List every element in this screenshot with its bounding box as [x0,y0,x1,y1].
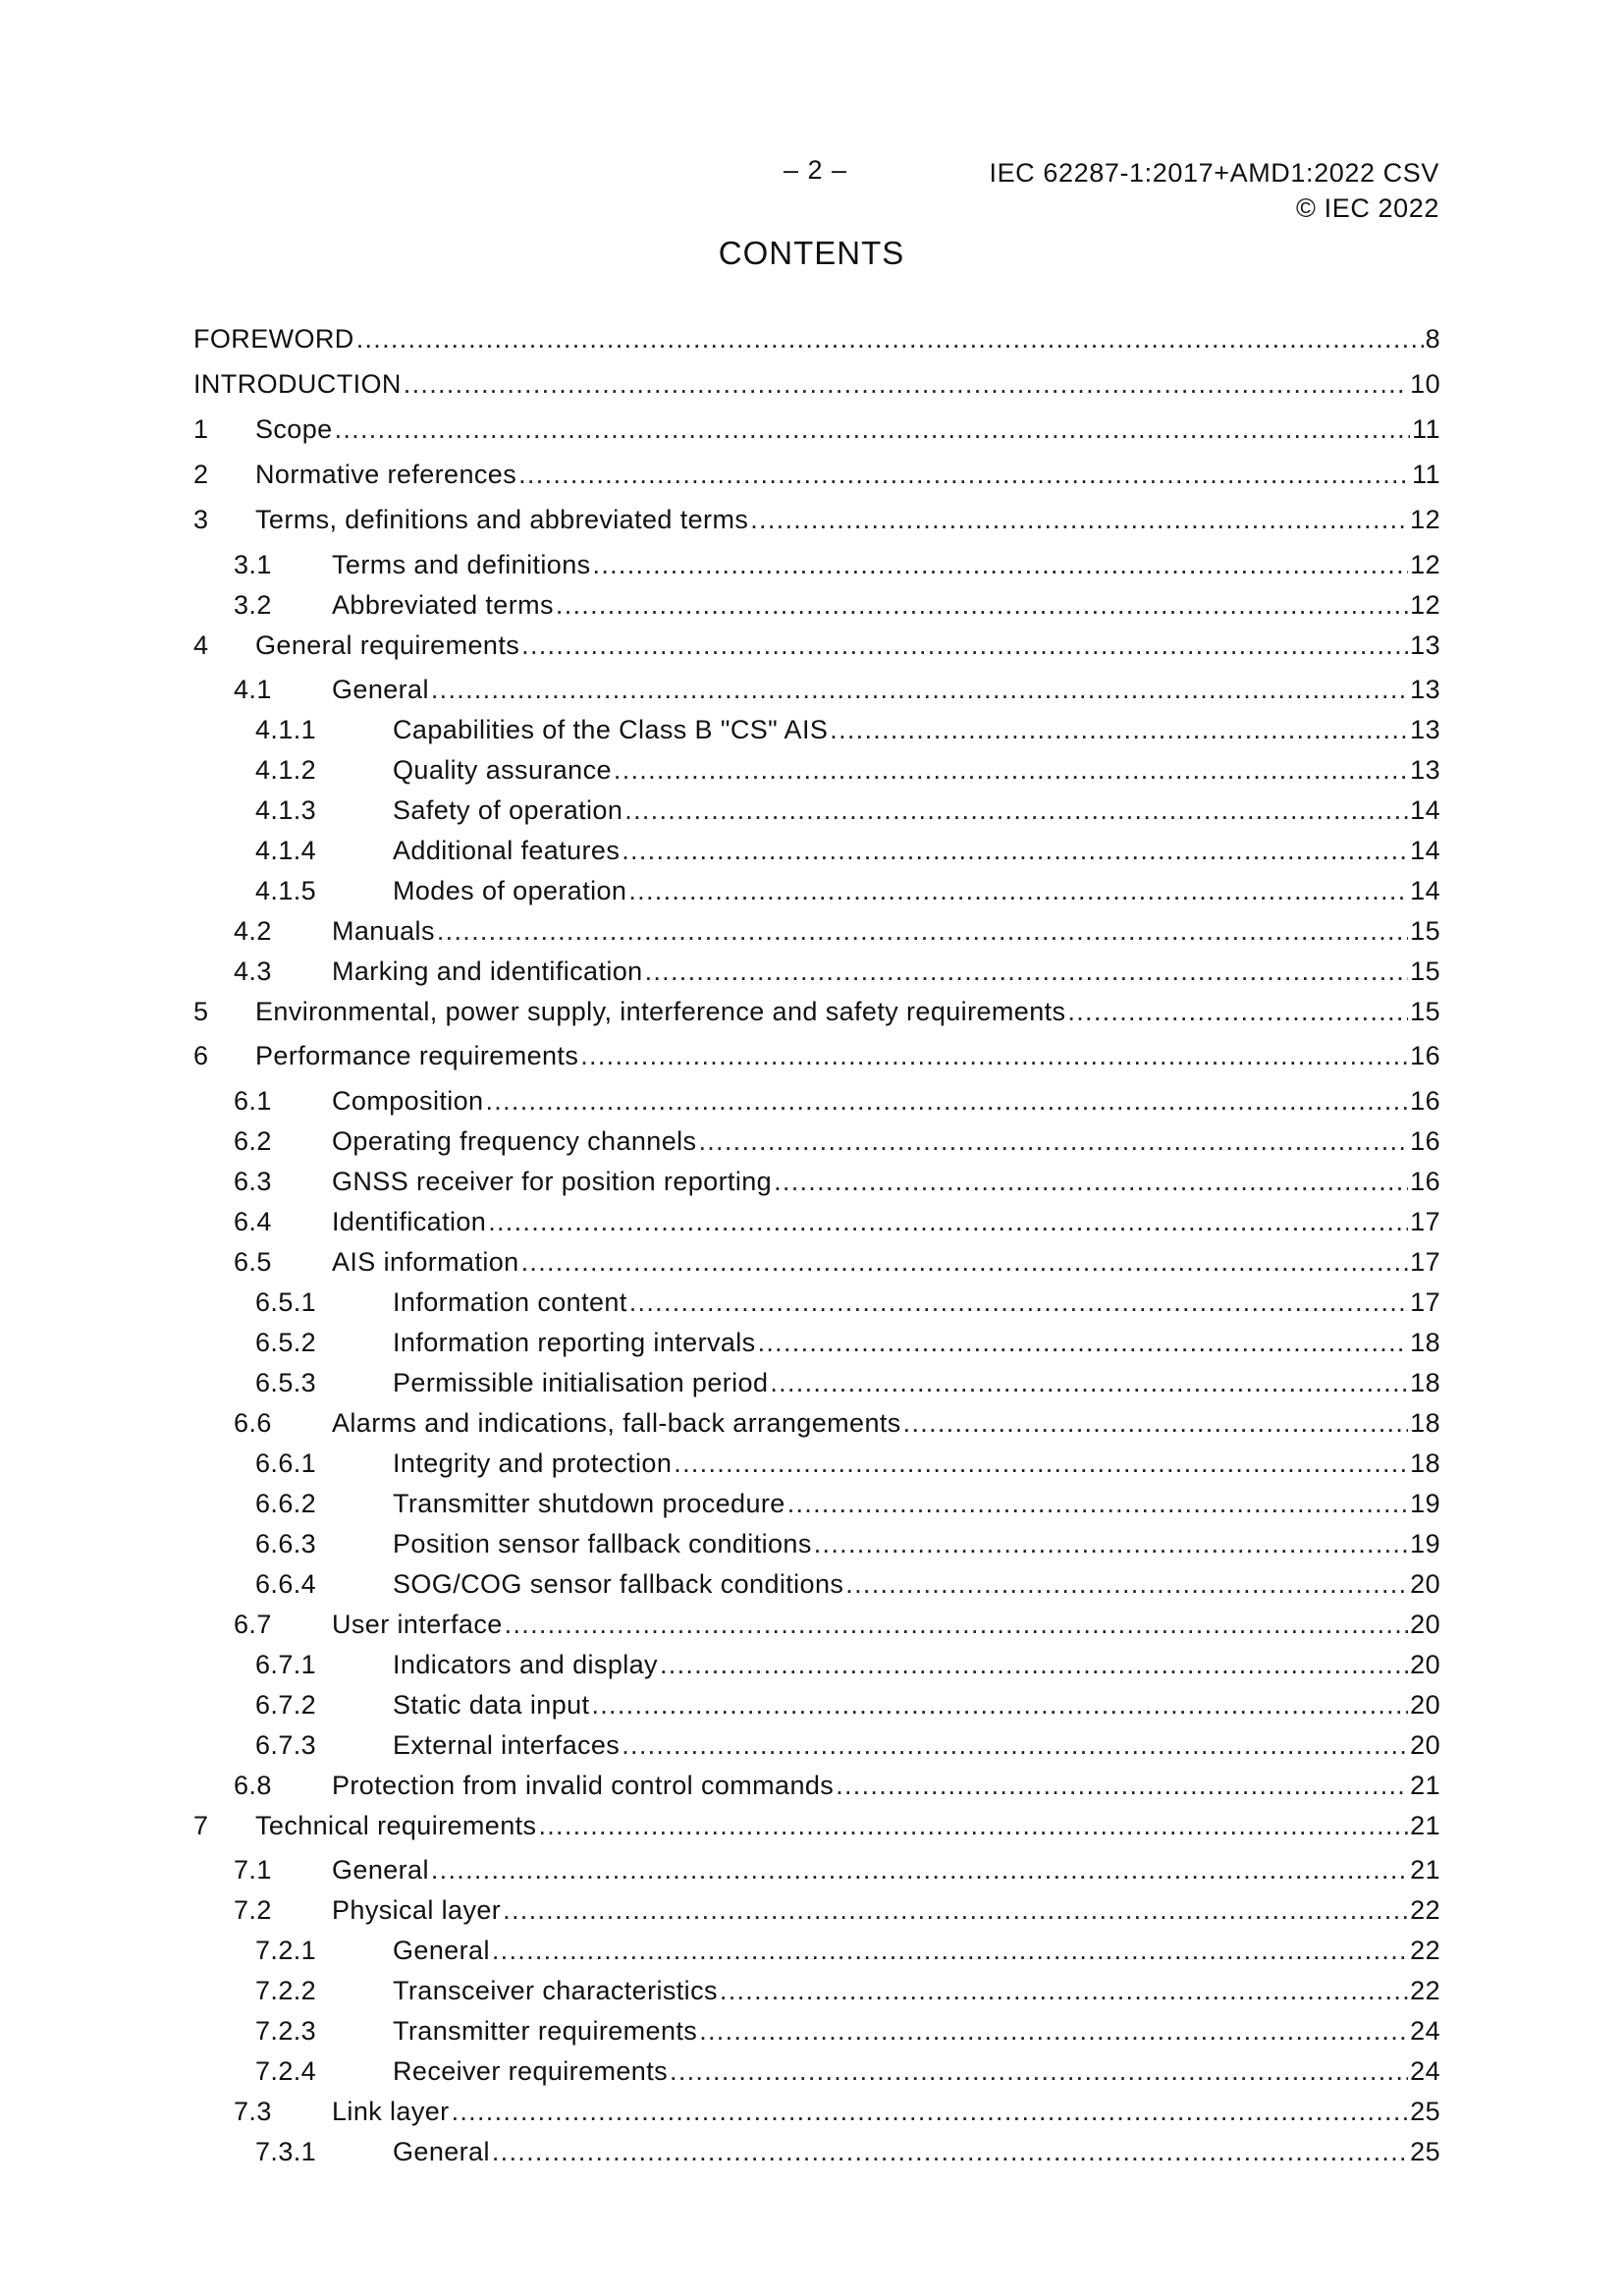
toc-entry-title: Transceiver characteristics [393,1976,718,2005]
toc-entry[interactable] [193,1647,1440,1682]
dot-leader [521,628,1408,663]
toc-entry[interactable] [193,1486,1440,1521]
toc-entry-number: 6.5.1 [255,1287,317,1317]
toc-entry-title: General [332,1855,429,1885]
toc-entry-page: 16 [1410,1041,1440,1070]
toc-entry-title: Composition [332,1086,484,1116]
dot-leader [485,1083,1408,1119]
toc-entry-number: 4.1.5 [255,876,317,905]
dot-leader [698,1123,1408,1159]
dot-leader [836,1768,1408,1803]
toc-entry[interactable] [193,712,1440,747]
dot-leader [505,1607,1408,1642]
toc-entry-number: 4.1 [234,675,272,704]
dot-leader [492,1933,1408,1968]
toc-entry-number: 3.1 [234,550,272,579]
toc-entry-page: 18 [1410,1408,1440,1438]
dot-leader [518,457,1410,492]
toc-entry[interactable] [193,873,1440,908]
dot-leader [431,672,1408,707]
toc-entry-title: Protection from invalid control commands [332,1771,835,1800]
toc-entry-number: 7.2.4 [255,2056,317,2086]
toc-entry[interactable] [193,1808,1440,1843]
toc-entry-title: Quality assurance [393,755,612,785]
toc-entry-page: 24 [1410,2056,1440,2086]
toc-entry-title: Permissible initialisation period [393,1368,769,1397]
toc-entry-title: Alarms and indications, fall-back arrangements [332,1408,901,1438]
dot-leader [750,502,1408,537]
toc-entry[interactable] [193,1164,1440,1199]
toc-entry[interactable] [193,587,1440,623]
toc-entry[interactable] [193,1933,1440,1968]
toc-entry[interactable] [193,1607,1440,1642]
toc-entry-title: GNSS receiver for position reporting [332,1167,773,1196]
toc-entry-page: 15 [1410,957,1440,986]
toc-entry[interactable] [193,1038,1440,1073]
dot-leader [628,873,1408,908]
toc-entry-title: AIS information [332,1247,519,1277]
toc-entry-title: Manuals [332,916,435,946]
toc-entry[interactable] [193,1852,1440,1887]
toc-entry-number: 6 [193,1041,209,1070]
toc-entry-title: Safety of operation [393,795,623,825]
toc-entry-number: 7.2.3 [255,2016,317,2046]
toc-entry-title: FOREWORD [193,324,354,354]
toc-entry-title: Information reporting intervals [393,1328,756,1357]
toc-entry-page: 13 [1410,715,1440,744]
dot-leader [503,1892,1408,1928]
dot-leader [580,1038,1408,1073]
toc-entry[interactable] [193,672,1440,707]
toc-entry-number: 4 [193,630,209,660]
dot-leader [624,793,1408,828]
toc-entry-title: SOG/COG sensor fallback conditions [393,1569,844,1599]
toc-entry-number: 6.4 [234,1207,272,1236]
toc-entry-number: 6.5 [234,1247,272,1277]
dot-leader [903,1405,1408,1441]
dot-leader [770,1365,1408,1400]
toc-entry-title: Normative references [255,460,517,489]
toc-entry-page: 11 [1412,460,1440,489]
dot-leader [591,1687,1408,1722]
toc-entry-title: Terms and definitions [332,550,591,579]
toc-entry[interactable] [193,994,1440,1029]
toc-entry-number: 7 [193,1811,209,1840]
dot-leader [452,2094,1409,2129]
toc-entry-page: 13 [1410,630,1440,660]
dot-leader [674,1446,1408,1481]
document-header [989,155,1439,226]
toc-entry-page: 12 [1410,550,1440,579]
dot-leader [1067,994,1408,1029]
toc-entry-number: 7.3 [234,2097,272,2126]
toc-entry[interactable] [193,1768,1440,1803]
toc-entry[interactable] [193,1285,1440,1320]
toc-entry-title: Indicators and display [393,1650,658,1679]
toc-entry-page: 20 [1410,1610,1440,1639]
toc-entry[interactable] [193,366,1440,402]
toc-entry-title: General [393,2137,490,2166]
toc-entry-number: 7.2 [234,1895,272,1925]
toc-entry-page: 21 [1410,1771,1440,1800]
toc-entry-number: 4.3 [234,957,272,986]
toc-entry[interactable] [193,1526,1440,1561]
toc-entry-number: 7.1 [234,1855,272,1885]
toc-entry-number: 1 [193,414,209,444]
dot-leader [720,1973,1408,2008]
toc-entry-number: 6.7 [234,1610,272,1639]
dot-leader [335,411,1411,447]
toc-entry[interactable] [193,502,1440,537]
toc-entry-title: Terms, definitions and abbreviated terms [255,505,749,534]
dot-leader [437,913,1408,949]
toc-entry[interactable] [193,1892,1440,1928]
contents-title: CONTENTS [718,235,905,271]
toc-entry-page: 12 [1410,590,1440,620]
toc-entry-number: 6.8 [234,1771,272,1800]
copyright-notice: © IEC 2022 [1296,193,1439,223]
toc-entry[interactable] [193,2094,1440,2129]
dot-leader [787,1486,1408,1521]
toc-entry-page: 18 [1410,1449,1440,1478]
dot-leader [614,752,1408,788]
toc-entry-page: 16 [1410,1167,1440,1196]
toc-entry-number: 6.7.2 [255,1690,317,1720]
toc-entry[interactable] [193,913,1440,949]
toc-entry-page: 10 [1410,369,1440,399]
toc-entry-number: 6.5.2 [255,1328,317,1357]
toc-entry-page: 20 [1410,1730,1440,1760]
toc-entry-title: Modes of operation [393,876,627,905]
toc-entry[interactable] [193,1123,1440,1159]
toc-entry-page: 8 [1425,324,1440,354]
toc-entry-title: Receiver requirements [393,2056,669,2086]
toc-entry-title: Scope [255,414,333,444]
page-number: – 2 – [784,155,848,185]
toc-entry-title: Operating frequency channels [332,1126,697,1156]
toc-entry[interactable] [193,1204,1440,1239]
toc-entry-number: 4.2 [234,916,272,946]
dot-leader [521,1244,1409,1280]
toc-entry[interactable] [193,457,1440,492]
toc-entry-title: Transmitter requirements [393,2016,698,2046]
toc-entry-page: 14 [1410,876,1440,905]
dot-leader [538,1808,1408,1843]
toc-entry-number: 2 [193,460,209,489]
toc-entry-page: 12 [1410,505,1440,534]
toc-entry-number: 7.3.1 [255,2137,317,2166]
toc-entry-title: Physical layer [332,1895,502,1925]
dot-leader [622,833,1408,868]
toc-entry-number: 5 [193,997,209,1026]
toc-entry-title: Position sensor fallback conditions [393,1529,812,1558]
toc-entry-page: 16 [1410,1086,1440,1116]
toc-entry-title: Technical requirements [255,1811,537,1840]
toc-entry[interactable] [193,1405,1440,1441]
toc-entry-title: INTRODUCTION [193,369,402,399]
toc-entry-page: 20 [1410,1569,1440,1599]
dot-leader [774,1164,1408,1199]
toc-entry[interactable] [193,752,1440,788]
toc-entry-page: 14 [1410,795,1440,825]
dot-leader [629,1285,1408,1320]
toc-entry-page: 17 [1410,1207,1440,1236]
dot-leader [814,1526,1408,1561]
toc-entry-title: Additional features [393,836,621,865]
toc-entry-page: 11 [1412,414,1440,444]
toc-entry-page: 20 [1410,1650,1440,1679]
dot-leader [699,2013,1408,2049]
toc-entry-number: 6.2 [234,1126,272,1156]
dot-leader [431,1852,1408,1887]
toc-entry-number: 6.1 [234,1086,272,1116]
toc-entry-page: 18 [1410,1328,1440,1357]
toc-entry-number: 6.7.3 [255,1730,317,1760]
toc-entry[interactable] [193,1325,1440,1360]
toc-entry-page: 17 [1410,1287,1440,1317]
toc-entry-number: 6.6.2 [255,1489,317,1518]
toc-entry[interactable] [193,1244,1440,1280]
toc-entry-page: 25 [1410,2137,1440,2166]
toc-entry[interactable] [193,1083,1440,1119]
toc-entry-page: 15 [1410,916,1440,946]
toc-entry-title: General [332,675,429,704]
toc-entry-number: 6.6.4 [255,1569,317,1599]
toc-entry-title: Marking and identification [332,957,643,986]
toc-entry-page: 24 [1410,2016,1440,2046]
dot-leader [645,954,1409,989]
toc-entry-page: 17 [1410,1247,1440,1277]
dot-leader [356,321,1424,356]
dot-leader [492,2134,1408,2169]
toc-entry-title: Information content [393,1287,627,1317]
dot-leader [622,1727,1408,1763]
dot-leader [660,1647,1408,1682]
toc-entry-title: Link layer [332,2097,450,2126]
toc-entry[interactable] [193,321,1440,356]
toc-entry-page: 21 [1410,1855,1440,1885]
toc-entry-number: 3.2 [234,590,272,620]
dot-leader [593,547,1409,582]
toc-entry-page: 22 [1410,1895,1440,1925]
toc-entry-page: 21 [1410,1811,1440,1840]
toc-entry-title: External interfaces [393,1730,621,1760]
dot-leader [845,1566,1408,1602]
toc-entry-page: 19 [1410,1489,1440,1518]
toc-entry[interactable] [193,833,1440,868]
toc-entry[interactable] [193,1566,1440,1602]
toc-entry[interactable] [193,1727,1440,1763]
toc-entry-number: 6.5.3 [255,1368,317,1397]
toc-entry-number: 4.1.4 [255,836,317,865]
toc-entry-title: Abbreviated terms [332,590,554,620]
toc-entry-number: 6.6 [234,1408,272,1438]
toc-entry[interactable] [193,1365,1440,1400]
toc-entry-number: 6.6.1 [255,1449,317,1478]
toc-entry[interactable] [193,1446,1440,1481]
toc-entry-number: 7.2.1 [255,1936,317,1965]
dot-leader [556,587,1408,623]
toc-entry-number: 6.6.3 [255,1529,317,1558]
toc-entry-title: User interface [332,1610,503,1639]
toc-entry-title: Integrity and protection [393,1449,673,1478]
dot-leader [758,1325,1409,1360]
toc-entry[interactable] [193,954,1440,989]
dot-leader [404,366,1408,402]
toc-entry-page: 22 [1410,1976,1440,2005]
toc-entry[interactable] [193,2134,1440,2169]
toc-entry[interactable] [193,793,1440,828]
toc-entry[interactable] [193,1687,1440,1722]
toc-entry-number: 4.1.1 [255,715,317,744]
dot-leader [830,712,1408,747]
toc-entry[interactable] [193,2053,1440,2089]
toc-entry[interactable] [193,2013,1440,2049]
dot-leader [488,1204,1408,1239]
toc-entry-number: 6.3 [234,1167,272,1196]
toc-entry[interactable] [193,547,1440,582]
toc-entry-page: 19 [1410,1529,1440,1558]
toc-entry-page: 16 [1410,1126,1440,1156]
toc-entry-number: 6.7.1 [255,1650,317,1679]
toc-entry-page: 18 [1410,1368,1440,1397]
toc-entry[interactable] [193,411,1440,447]
toc-entry-page: 25 [1410,2097,1440,2126]
toc-entry-title: General requirements [255,630,520,660]
toc-entry-page: 15 [1410,997,1440,1026]
toc-entry-number: 4.1.3 [255,795,317,825]
document-id: IEC 62287-1:2017+AMD1:2022 CSV [989,158,1439,188]
toc-entry-number: 4.1.2 [255,755,317,785]
toc-entry-page: 14 [1410,836,1440,865]
toc-entry-number: 3 [193,505,209,534]
toc-entry-page: 22 [1410,1936,1440,1965]
toc-entry-title: Identification [332,1207,487,1236]
toc-entry-number: 7.2.2 [255,1976,317,2005]
toc-entry-title: General [393,1936,490,1965]
toc-entry[interactable] [193,628,1440,663]
toc-entry-page: 20 [1410,1690,1440,1720]
toc-entry-page: 13 [1410,675,1440,704]
toc-entry-title: Capabilities of the Class B "CS" AIS [393,715,829,744]
toc-entry[interactable] [193,1973,1440,2008]
toc-entry-title: Performance requirements [255,1041,579,1070]
toc-entry-title: Transmitter shutdown procedure [393,1489,785,1518]
toc-entry-title: Environmental, power supply, interference and safety requirements [255,997,1066,1026]
toc-entry-page: 13 [1410,755,1440,785]
toc-entry-title: Static data input [393,1690,590,1720]
dot-leader [670,2053,1408,2089]
